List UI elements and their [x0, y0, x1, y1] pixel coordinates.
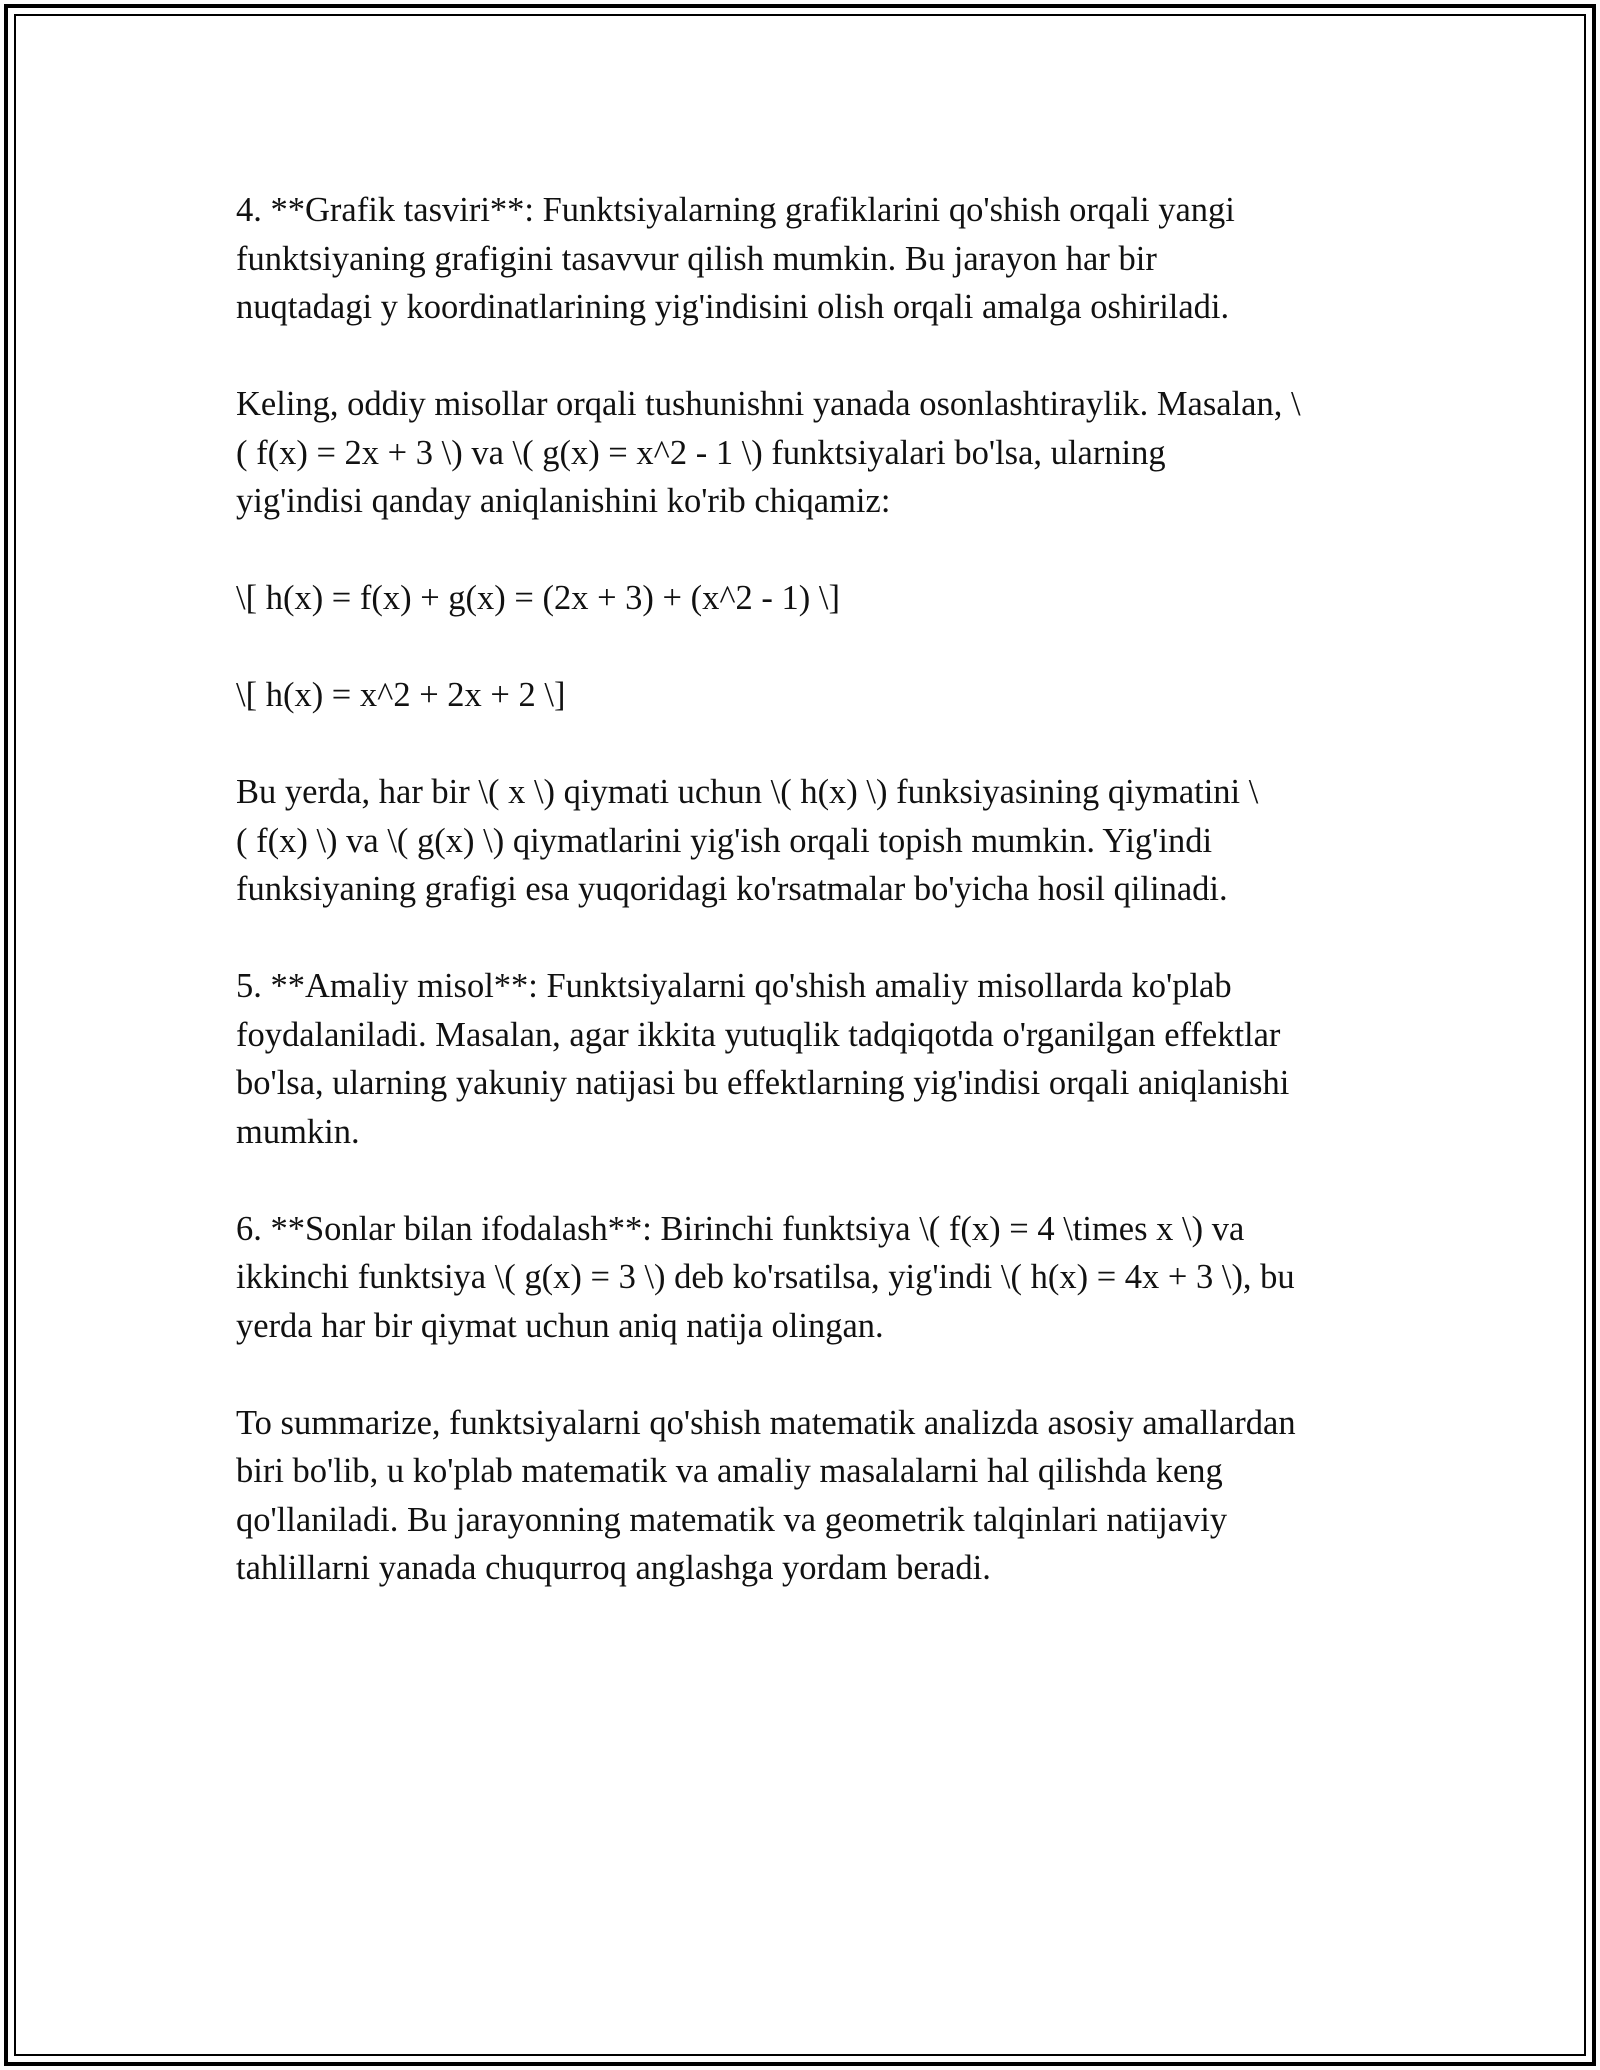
- text-line: bo'lsa, ularning yakuniy natijasi bu effektlarning yig'indisi orqali aniqlanishi: [236, 1064, 1290, 1102]
- paragraph-example-intro: [236, 380, 1366, 526]
- equation-sum-result: [236, 671, 1366, 720]
- text-line: ikkinchi funktsiya \( g(x) = 3 \) deb ko'rsatilsa, yig'indi \( h(x) = 4x + 3 \), bu: [236, 1258, 1295, 1296]
- equation-line: \[ h(x) = x^2 + 2x + 2 \]: [236, 676, 566, 714]
- text-line: yig'indisi qanday aniqlanishini ko'rib chiqamiz:: [236, 482, 891, 520]
- paragraph-grafik-tasviri: [236, 186, 1366, 332]
- text-line: mumkin.: [236, 1112, 360, 1151]
- paragraph-sonlar-bilan-ifodalash: [236, 1205, 1366, 1351]
- paragraph-summary: [236, 1399, 1366, 1593]
- text-line: nuqtadagi y koordinatlarining yig'indisini olish orqali amalga oshiriladi.: [236, 288, 1230, 326]
- document-body: [236, 186, 1366, 1641]
- equation-sum-definition: [236, 574, 1366, 623]
- text-line: Bu yerda, har bir \( x \) qiymati uchun \( h(x) \) funksiyasining qiymatini \: [236, 773, 1259, 811]
- text-line: To summarize, funktsiyalarni qo'shish matematik analizda asosiy amallardan: [236, 1403, 1296, 1442]
- text-line: 6. **Sonlar bilan ifodalash**: Birinchi funktsiya \( f(x) = 4 \times x \) va: [236, 1209, 1245, 1248]
- text-line: tahlillarni yanada chuqurroq anglashga yordam beradi.: [236, 1549, 991, 1587]
- text-line: 5. **Amaliy misol**: Funktsiyalarni qo'shish amaliy misollarda ko'plab: [236, 967, 1232, 1005]
- text-line: yerda har bir qiymat uchun aniq natija olingan.: [236, 1306, 884, 1345]
- text-line: Keling, oddiy misollar orqali tushunishni yanada osonlashtiraylik. Masalan, \: [236, 385, 1301, 423]
- text-line: biri bo'lib, u ko'plab matematik va amaliy masalalarni hal qilishda keng: [236, 1452, 1223, 1490]
- text-line: 4. **Grafik tasviri**: Funktsiyalarning grafiklarini qo'shish orqali yangi: [236, 191, 1235, 229]
- text-line: foydalaniladi. Masalan, agar ikkita yutuqlik tadqiqotda o'rganilgan effektlar: [236, 1015, 1281, 1054]
- text-line: funksiyaning grafigi esa yuqoridagi ko'rsatmalar bo'yicha hosil qilinadi.: [236, 870, 1228, 908]
- paragraph-explanation: [236, 768, 1366, 914]
- text-line: qo'llaniladi. Bu jarayonning matematik va geometrik talqinlari natijaviy: [236, 1500, 1228, 1539]
- text-line: funktsiyaning grafigini tasavvur qilish mumkin. Bu jarayon har bir: [236, 239, 1157, 278]
- paragraph-amaliy-misol: [236, 962, 1366, 1156]
- text-line: ( f(x) \) va \( g(x) \) qiymatlarini yig'ish orqali topish mumkin. Yig'indi: [236, 821, 1213, 860]
- text-line: ( f(x) = 2x + 3 \) va \( g(x) = x^2 - 1 \) funktsiyalari bo'lsa, ularning: [236, 433, 1166, 472]
- equation-line: \[ h(x) = f(x) + g(x) = (2x + 3) + (x^2 - 1) \]: [236, 579, 840, 617]
